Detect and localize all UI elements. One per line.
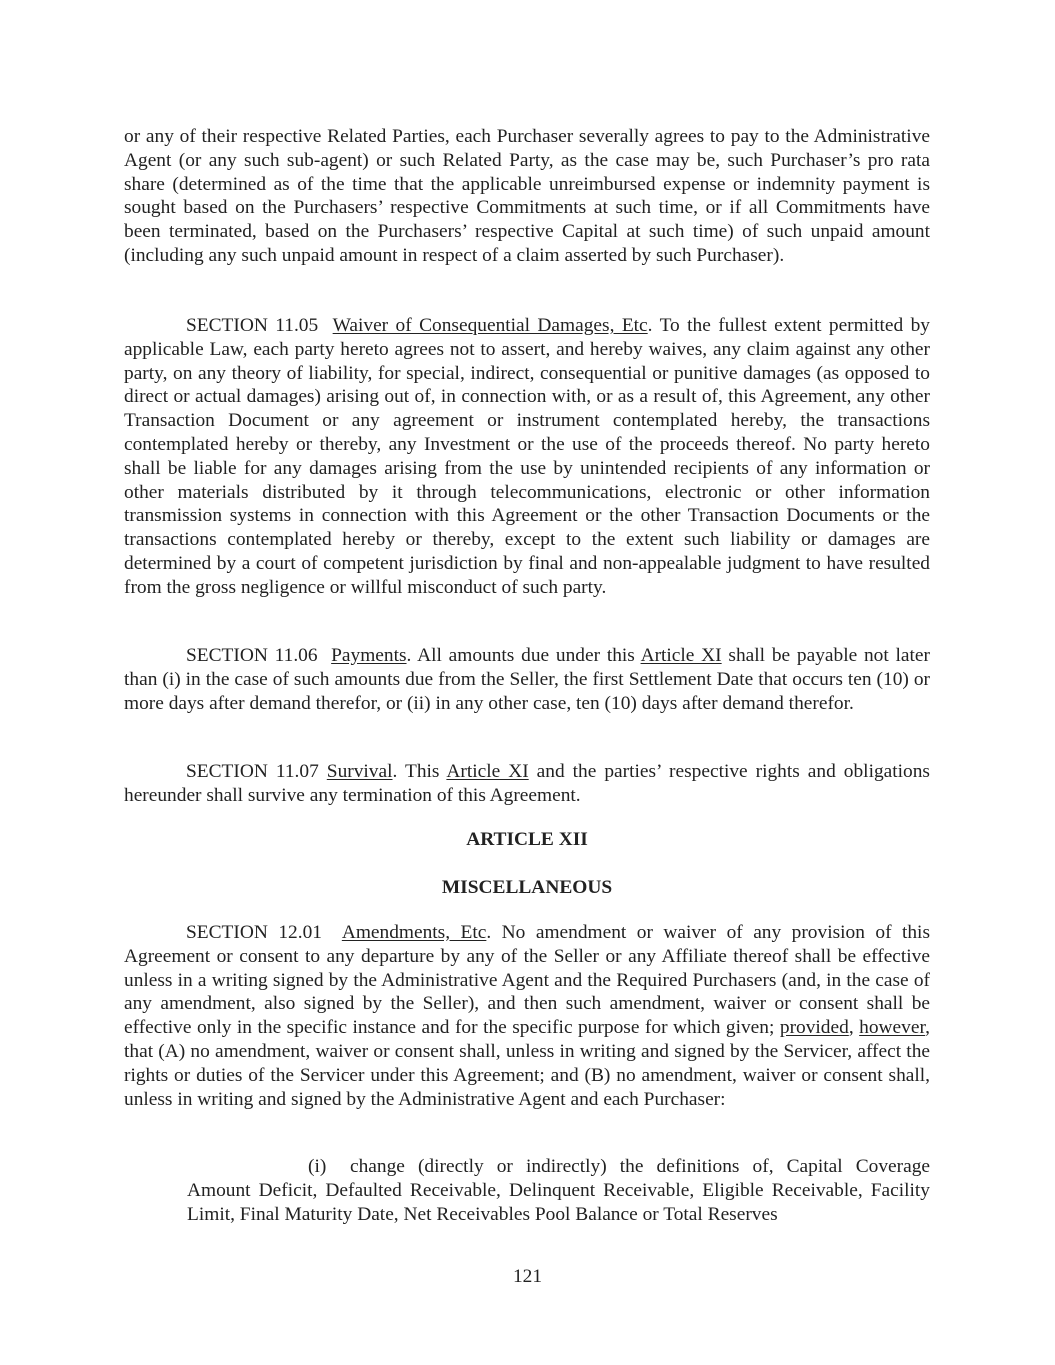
section-body: . This xyxy=(392,761,447,782)
section-body: . No amendment or waiver of any provision of this Agreement or consent to any departure by any of the Seller or any Affiliate thereof shall be effective unless in a writing signed by the Administrative Agent and the Required Purchasers (and, in the case of any amendment, also signed by the Seller), and then such amendment, waiver or consent shall be effective only in the specific instance and for the specific purpose for which given; xyxy=(124,922,930,1039)
section-label: SECTION 11.05 xyxy=(186,315,319,336)
separator: , xyxy=(848,1017,860,1039)
section-body: , that (A) no amendment, waiver or consent shall, unless in writing and signed by the Servicer, affect the rights or duties of the Servicer under this Agreement; and (B) no amendment, waiver or consent shall, unless in writing and signed by the Administrative Agent and each Purchaser: xyxy=(124,1017,930,1110)
however-term: however xyxy=(859,1017,926,1039)
continuation-paragraph xyxy=(124,125,930,268)
section-body: shall be payable not later than (i) in the case of such amounts due from the Seller, the first Settlement Date that occurs ten (10) or more days after demand therefor, or (ii) in any other case, ten (10) days after demand therefor. xyxy=(124,645,930,714)
provided-term: provided xyxy=(779,1017,849,1039)
section-11-05 xyxy=(124,314,930,600)
section-title: Survival xyxy=(326,761,393,782)
continuation-text: or any of their respective Related Parties, each Purchaser severally agrees to pay to the Administrative Agent (or any such sub-agent) or such Related Party, as the case may be, such Purchaser’s pro rata share (determined as of the time that the applicable unreimbursed expense or indemnity payment is sought based on the Purchasers’ respective Commitments at such time, or if all Commitments have been terminated, based on the Purchasers’ respective Capital at such time) of such unpaid amount (including any such unpaid amount in respect of a claim asserted by such Purchaser). xyxy=(124,126,930,266)
section-body: and the parties’ respective rights and obligations hereunder shall survive any termination of this Agreement. xyxy=(124,761,930,806)
section-body: . To the fullest extent permitted by applicable Law, each party hereto agrees not to assert, and hereby waives, any claim against any other party, on any theory of liability, for special, indirect, consequential or punitive damages (as opposed to direct or actual damages) arising out of, in connection with, or as a result of, this Agreement, any other Transaction Document or any agreement or instrument contemplated hereby, the transactions contemplated hereby or thereby, any Investment or the use of the proceeds thereof. No party hereto shall be liable for any damages arising from the use by unintended recipients of any information or other materials distributed by it through telecommunications, electronic or other information transmission systems in connection with this Agreement or the other Transaction Documents or the transactions contemplated hereby or thereby, except to the extent such liability or damages are determined by a court of competent jurisdiction by final and non-appealable judgment to have resulted from the gross negligence or willful misconduct of such party. xyxy=(124,315,930,598)
section-title: Amendments, Etc xyxy=(341,922,487,943)
section-title: Waiver of Consequential Damages, Etc xyxy=(332,315,648,336)
article-reference: Article XI xyxy=(446,761,529,782)
article-heading: ARTICLE XII xyxy=(466,829,588,850)
section-title: Payments xyxy=(331,645,407,666)
section-body: . All amounts due under this xyxy=(406,645,641,666)
section-label: SECTION 11.07 xyxy=(186,761,319,782)
article-title: MISCELLANEOUS xyxy=(441,877,613,898)
section-11-06 xyxy=(124,644,930,715)
section-label: SECTION 11.06 xyxy=(186,645,318,666)
section-label: SECTION 12.01 xyxy=(186,922,322,943)
list-item-i xyxy=(187,1155,930,1226)
page-number: 121 xyxy=(512,1266,543,1287)
list-item-number: (i) xyxy=(308,1156,327,1177)
list-item-text: change (directly or indirectly) the definitions of, Capital Coverage Amount Deficit, Defaulted Receivable, Delinquent Receivable, Eligible Receivable, Facility Limit, Final Maturity Date, Net Receivables Pool Balance or Total Reserves xyxy=(187,1156,930,1225)
article-reference: Article XI xyxy=(640,645,722,666)
section-12-01 xyxy=(124,921,930,1111)
section-11-07 xyxy=(124,760,930,808)
